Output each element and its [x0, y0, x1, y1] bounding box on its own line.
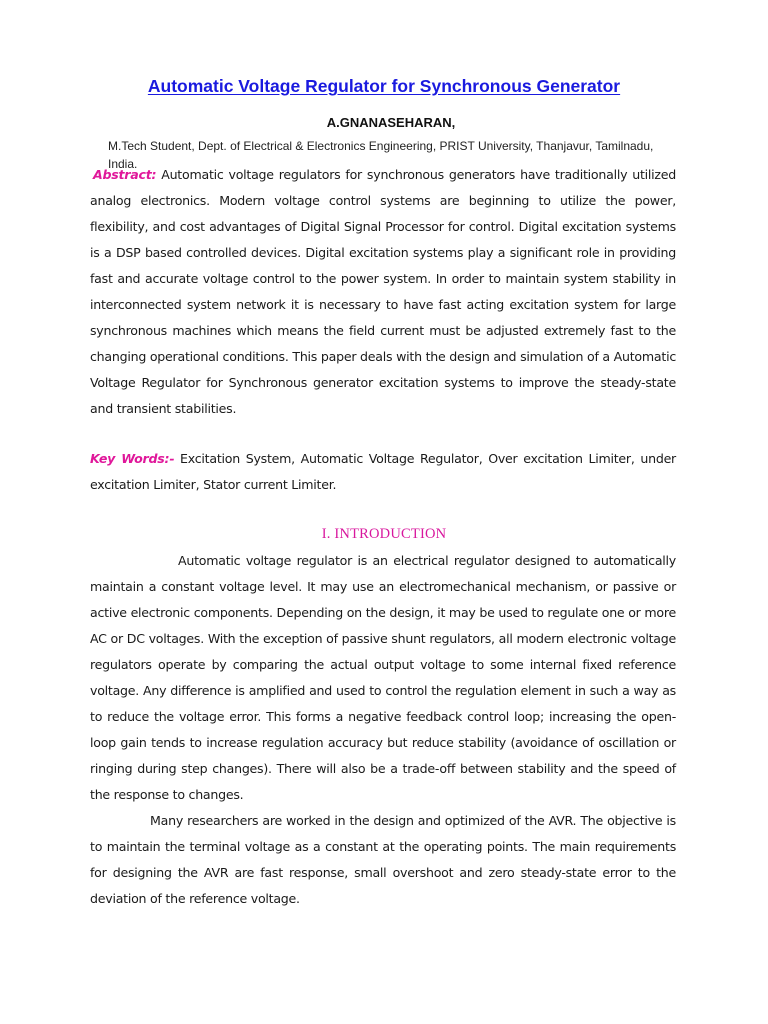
author-affiliation: M.Tech Student, Dept. of Electrical & Electronics Engineering, PRIST University, Thanjavur, Tamilnadu, India.: [108, 139, 654, 171]
abstract-paragraph: [90, 162, 676, 422]
paper-title: Automatic Voltage Regulator for Synchronous Generator: [147, 76, 621, 96]
intro-paragraph-1: Automatic voltage regulator is an electrical regulator designed to automatically maintain a constant voltage level. It may use an electromechanical mechanism, or passive or active electronic components. Depending on the design, it may be used to regulate one or more AC or DC voltages. With the exception of passive shunt regulators, all modern electronic voltage regulators operate by comparing the actual output voltage to some internal fixed reference voltage. Any difference is amplified and used to control the regulation element in such a way as to reduce the voltage error. This forms a negative feedback control loop; increasing the open-loop gain tends to increase regulation accuracy but reduce stability (avoidance of oscillation or ringing during step changes). There will also be a trade-off between stability and the speed of the response to changes.: [90, 553, 676, 802]
author-name: A.GNANASEHARAN,: [326, 115, 456, 130]
keywords-paragraph: [90, 446, 676, 498]
intro-paragraph-2: Many researchers are worked in the design and optimized of the AVR. The objective is to maintain the terminal voltage as a constant at the operating points. The main requirements for designing the AVR are fast response, small overshoot and zero steady-state error to the deviation of the reference voltage.: [90, 813, 676, 906]
keywords-text: Excitation System, Automatic Voltage Regulator, Over excitation Limiter, under excitation Limiter, Stator current Limiter.: [90, 451, 676, 492]
section-heading-introduction: I. INTRODUCTION: [321, 526, 447, 542]
keywords-label: Key Words:-: [90, 451, 175, 466]
abstract-label: Abstract:: [93, 167, 157, 182]
abstract-text: Automatic voltage regulators for synchronous generators have traditionally utilized analog electronics. Modern voltage control systems are beginning to utilize the power, flexibility, and cost advantages of Digital Signal Processor for control. Digital excitation systems is a DSP based controlled devices. Digital excitation systems play a significant role in providing fast and accurate voltage control to the power system. In order to maintain system stability in interconnected system network it is necessary to have fast acting excitation system for large synchronous machines which means the field current must be adjusted extremely fast to the changing operational conditions. This paper deals with the design and simulation of a Automatic Voltage Regulator for Synchronous generator excitation systems to improve the steady-state and transient stabilities.: [90, 167, 676, 416]
